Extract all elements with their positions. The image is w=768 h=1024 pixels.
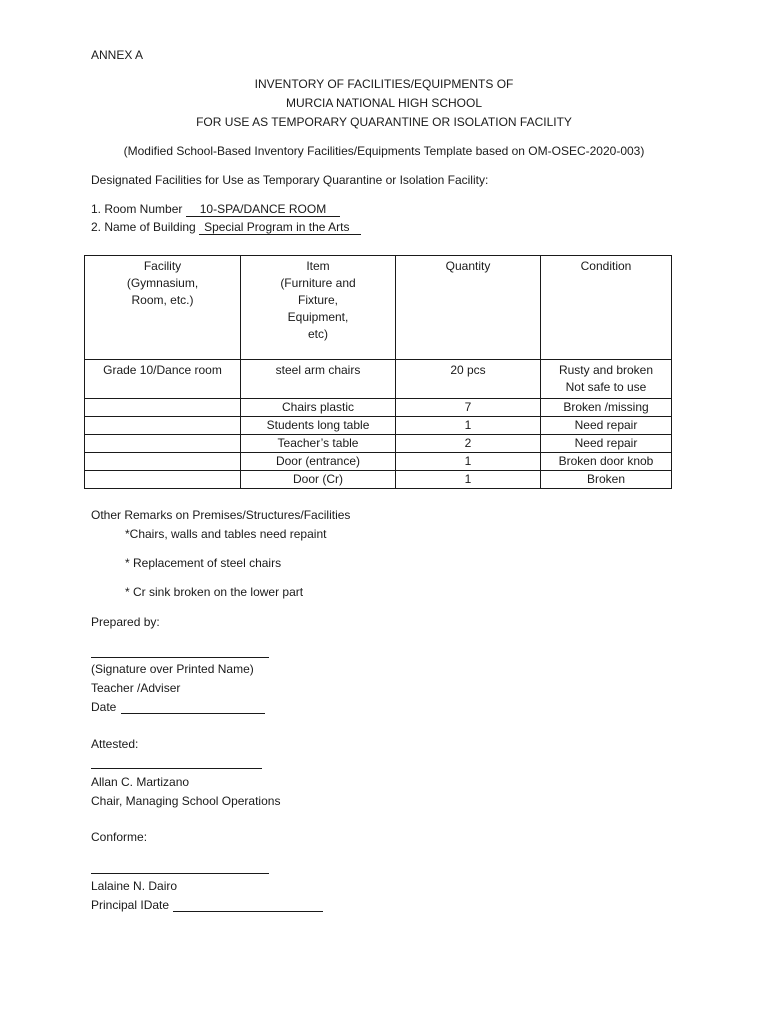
conforme-name: Lalaine N. Dairo xyxy=(91,879,178,893)
conforme-role-date: Principal IDate xyxy=(91,898,170,912)
room-number-label: 1. Room Number xyxy=(91,202,183,216)
header-quantity: Quantity xyxy=(396,256,541,360)
building-name-value: Special Program in the Arts xyxy=(199,221,361,235)
remark-item: *Chairs, walls and tables need repaint xyxy=(125,527,327,541)
cell-item: Students long table xyxy=(241,417,396,435)
inventory-table xyxy=(84,255,672,489)
prepared-signature-line xyxy=(91,657,269,658)
conforme-signature-line xyxy=(91,873,269,874)
table-row xyxy=(85,417,672,435)
prepared-role: Teacher /Adviser xyxy=(91,681,181,695)
cell-condition: Rusty and broken Not safe to use xyxy=(541,360,672,399)
remark-item: * Cr sink broken on the lower part xyxy=(125,585,304,599)
cell-item: Door (entrance) xyxy=(241,453,396,471)
table-row xyxy=(85,360,672,399)
cell-item: Chairs plastic xyxy=(241,399,396,417)
cell-facility xyxy=(85,399,241,417)
cell-condition: Broken /missing xyxy=(541,399,672,417)
prepared-by-label: Prepared by: xyxy=(91,615,160,629)
table-row xyxy=(85,399,672,417)
cell-facility xyxy=(85,453,241,471)
header-facility: Facility (Gymnasium, Room, etc.) xyxy=(85,256,241,360)
cell-condition: Broken door knob xyxy=(541,453,672,471)
table-row xyxy=(85,453,672,471)
building-name-line xyxy=(91,220,361,235)
cell-item: steel arm chairs xyxy=(241,360,396,399)
annex-label: ANNEX A xyxy=(91,48,144,62)
template-subtitle: (Modified School-Based Inventory Facilities/Equipments Template based on OM-OSEC-2020-003) xyxy=(123,144,645,158)
date-line xyxy=(121,713,265,714)
cell-condition: Need repair xyxy=(541,435,672,453)
title-line-1: INVENTORY OF FACILITIES/EQUIPMENTS OF xyxy=(254,77,514,91)
cell-item: Door (Cr) xyxy=(241,471,396,489)
table-row xyxy=(85,471,672,489)
attested-name: Allan C. Martizano xyxy=(91,775,190,789)
cell-quantity: 1 xyxy=(396,453,541,471)
cell-quantity: 7 xyxy=(396,399,541,417)
remarks-heading: Other Remarks on Premises/Structures/Facilities xyxy=(91,508,351,522)
attested-signature-line xyxy=(91,768,262,769)
title-line-2: MURCIA NATIONAL HIGH SCHOOL xyxy=(285,96,483,110)
cell-quantity: 20 pcs xyxy=(396,360,541,399)
cell-quantity: 1 xyxy=(396,471,541,489)
building-name-label: 2. Name of Building xyxy=(91,220,196,234)
remark-item: * Replacement of steel chairs xyxy=(125,556,282,570)
cell-quantity: 1 xyxy=(396,417,541,435)
room-number-value: 10-SPA/DANCE ROOM xyxy=(186,203,340,217)
cell-facility xyxy=(85,471,241,489)
designated-facilities-heading: Designated Facilities for Use as Temporary Quarantine or Isolation Facility: xyxy=(91,173,489,187)
cell-facility: Grade 10/Dance room xyxy=(85,360,241,399)
header-condition: Condition xyxy=(541,256,672,360)
table-header-row xyxy=(85,256,672,360)
cell-facility xyxy=(85,417,241,435)
cell-condition: Broken xyxy=(541,471,672,489)
conforme-label: Conforme: xyxy=(91,830,148,844)
cell-quantity: 2 xyxy=(396,435,541,453)
title-line-3: FOR USE AS TEMPORARY QUARANTINE OR ISOLATION FACILITY xyxy=(196,115,572,129)
date-label: Date xyxy=(91,700,117,714)
header-item: Item (Furniture and Fixture, Equipment, etc) xyxy=(241,256,396,360)
signature-caption: (Signature over Printed Name) xyxy=(91,662,254,676)
table-row xyxy=(85,435,672,453)
attested-role: Chair, Managing School Operations xyxy=(91,794,281,808)
attested-label: Attested: xyxy=(91,737,139,751)
principal-date-line xyxy=(173,911,323,912)
cell-item: Teacher’s table xyxy=(241,435,396,453)
cell-facility xyxy=(85,435,241,453)
cell-condition: Need repair xyxy=(541,417,672,435)
room-number-line xyxy=(91,202,340,217)
